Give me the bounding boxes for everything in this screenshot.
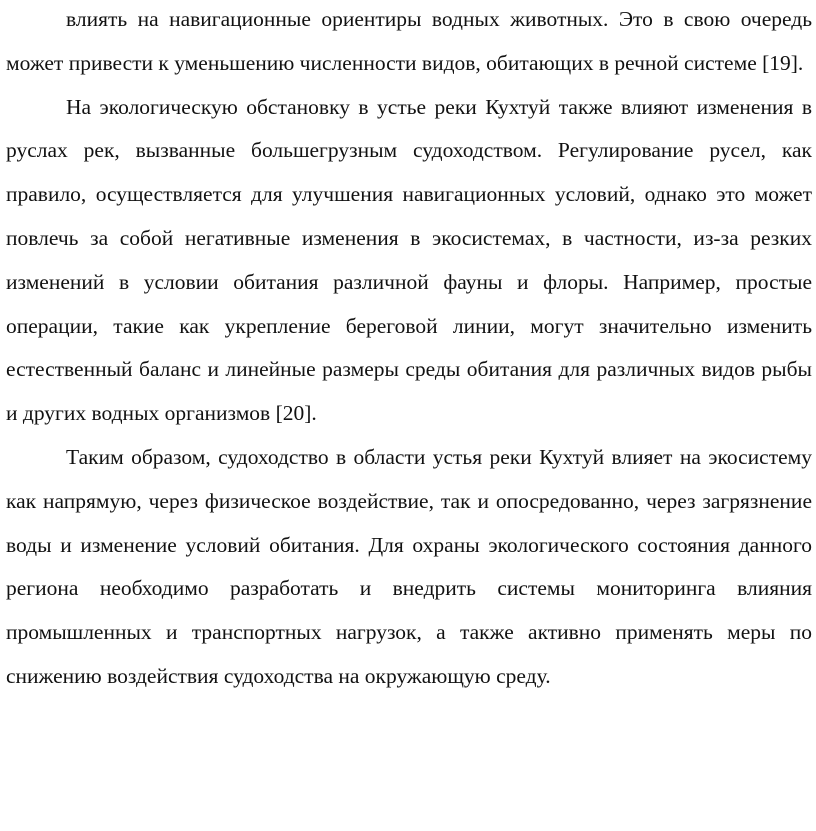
paragraph-continued: влиять на навигационные ориентиры водных животных. Это в свою очередь может привести к уменьшению численности видов, обитающих в речной системе [19].: [6, 7, 812, 75]
paragraph-conclusion: Таким образом, судоходство в области устья реки Кухтуй влияет на экосистему как напрямую, через физическое воздействие, так и опосредованно, через загрязнение воды и изменение условий обитания. Для охраны экологического состояния данного региона необходимо разработать и внедрить системы мониторинга влияния промышленных и транспортных нагрузок, а также активно применять меры по снижению воздействия судоходства на окружающую среду.: [6, 444, 812, 688]
paragraph-shipping-riverbeds: На экологическую обстановку в устье реки Кухтуй также влияют изменения в руслах рек, вызванные большегрузным судоходством. Регулирование русел, как правило, осуществляется для улучшения навигационных условий, однако это может повлечь за собой негативные изменения в экосистемах, в частности, из-за резких изменений в условии обитания различной фауны и флоры. Например, простые операции, такие как укрепление береговой линии, могут значительно изменить естественный баланс и линейные размеры среды обитания для различных видов рыбы и других водных организмов [20].: [6, 94, 812, 426]
